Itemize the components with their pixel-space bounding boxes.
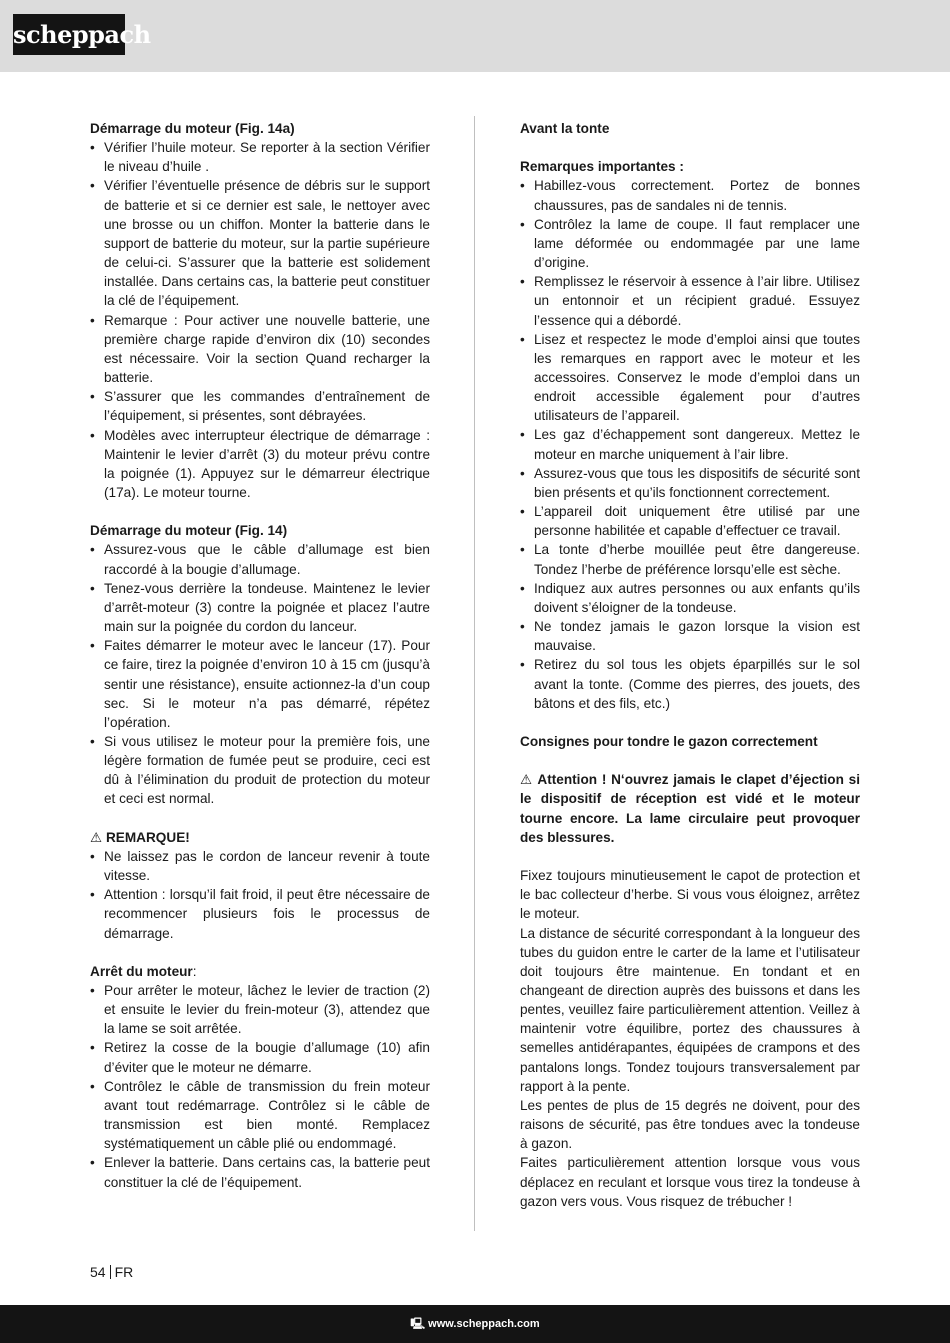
section-title-mowing-instructions: Consignes pour tondre le gazon correctement [520,733,818,749]
list-item: • Retirez du sol tous les objets éparpillés sur le sol avant la tonte. (Comme des pierres, des jouets, des bâtons et des fils, etc.) [520,657,860,711]
list-item: • Indiquez aux autres personnes ou aux enfants qu’ils doivent s’éloigner de la tondeuse. [520,580,860,615]
section-title-important-notes: Remarques importantes : [520,159,684,175]
section-title-remarque: ⚠ REMARQUE! [90,829,190,845]
list-item: • Assurez-vous que tous les dispositifs de sécurité sont bien présents et qu’ils fonctionnent correctement. [520,465,860,500]
list-item: • L’appareil doit uniquement être utilisé par une personne habilitée et capable d’effectuer ce travail. [520,504,860,539]
list-item: • Contrôlez la lame de coupe. Il faut remplacer une lame déformée ou endommagée par une lame d’origine. [520,216,860,271]
paragraph: La distance de sécurité correspondant à la longueur des tubes du guidon entre le carter de la lame et l’utilisateur doit toujours être maintenue. En tondant et en changeant de direction auprès des buissons et dans les pentes, veuillez faire particulièrement attention. Veillez à maintenir votre équilibre, portez des chaussures à semelles antidérapantes, équipées de crampons et des pantalons longs. Tondez toujours transversalement par rapport à la pente. [520,925,860,1094]
list-item: • Retirez la cosse de la bougie d’allumage (10) afin d’éviter que le moteur ne démarre. [90,1040,430,1075]
paragraph: Les pentes de plus de 15 degrés ne doivent, pour des raisons de sécurité, pas être tondues avec la tondeuse à gazon. [520,1097,860,1152]
page-header [0,0,950,72]
website-link[interactable]: www.scheppach.com [428,1318,540,1330]
section-title-stop: Arrêt du moteur: [90,963,197,979]
important-notes-list [520,176,860,712]
page-number: 54 [90,1264,106,1280]
list-item: • La tonte d’herbe mouillée peut être dangereuse. Tondez l’herbe de préférence lorsqu’elle est sèche. [520,542,860,577]
list-item: • Modèles avec interrupteur électrique de démarrage : Maintenir le levier d’arrêt (3) du moteur prévu contre la poignée (1). Appuyez sur le démarreur électrique (17a). Le moteur tourne. [90,427,430,500]
start-14a-list [90,138,430,502]
paragraph: Faites particulièrement attention lorsque vous vous déplacez en reculant et lorsque vous tirez la tondeuse à gazon vers vous. Vous risquez de trébucher ! [520,1155,860,1209]
list-item: • Vérifier l’éventuelle présence de débris sur le support de batterie et si ce dernier est sale, le nettoyer avec une brosse ou un chiffon. Monter la batterie dans le support de batterie du moteur, sur la partie supérieure de celui-ci. S’assurer que la batterie est solidement installée. Dans certains cas, la batterie peut constituer la clé de l’équipement. [90,178,430,309]
list-item: • S’assurer que les commandes d’entraînement de l’équipement, si présentes, sont débrayées. [90,389,430,424]
section-title-start-14: Démarrage du moteur (Fig. 14) [90,523,288,539]
stop-list [90,981,430,1192]
list-item: • Ne tondez jamais le gazon lorsque la vision est mauvaise. [520,619,860,654]
list-item: • Attention : lorsqu’il fait froid, il peut être nécessaire de recommencer plusieurs fois le processus de démarrage. [90,887,430,941]
brand-logo: scheppach [13,14,125,55]
warning-icon: ⚠ [520,772,534,788]
list-item: • Les gaz d’échappement sont dangereux. Mettez le moteur en marche uniquement à l’air libre. [520,427,860,462]
remarque-list [90,847,430,943]
language-code: FR [114,1264,134,1280]
page-footer [90,1264,133,1280]
list-item: • Tenez-vous derrière la tondeuse. Maintenez le levier d’arrêt-moteur (3) contre la poignée et placez l’autre main sur la poignée du cordon du lanceur. [90,580,430,635]
section-title-start-14a: Démarrage du moteur (Fig. 14a) [90,121,295,136]
list-item: • Assurez-vous que le câble d’allumage est bien raccordé à la bougie d’allumage. [90,542,430,577]
warning-icon: ⚠ [90,829,103,845]
list-item: • Faites démarrer le moteur avec le lanceur (17). Pour ce faire, tirez la poignée d’environ 10 à 15 cm (jusqu’à sentir une résistance), ensuite actionnez-la d’un coup sec. Si le moteur n’a pas démarré, répétez l’opération. [90,638,430,730]
list-item: • Lisez et respectez le mode d’emploi ainsi que toutes les remarques en rapport avec le moteur et les accessoires. Conservez le mode d’emploi dans un endroit accessible également pour d’autres utilisateurs de l’appareil. [520,331,860,424]
paragraph: Fixez toujours minutieusement le capot de protection et le bac collecteur d’herbe. Si vous vous éloignez, arrêtez le moteur. [520,868,860,922]
list-item: • Remplissez le réservoir à essence à l’air libre. Utilisez un entonnoir et un récipient gradué. Essuyez l’essence qui a débordé. [520,274,860,328]
warning-paragraph: ⚠ Attention ! N‘ouvrez jamais le clapet d’éjection si le dispositif de réception est vidé et le moteur tourne encore. La lame circulaire peut provoquer des blessures. [520,772,861,845]
list-item: • Ne laissez pas le cordon de lanceur revenir à toute vitesse. [90,848,430,884]
column-divider [474,116,475,1231]
list-item: • Enlever la batterie. Dans certains cas, la batterie peut constituer la clé de l’équipement. [90,1155,430,1190]
left-column [90,119,430,1192]
list-item: • Pour arrêter le moteur, lâchez le levier de traction (2) et ensuite le levier du frein-moteur (3), attendez que la lame se soit arrêtée. [90,982,430,1037]
list-item: • Contrôlez le câble de transmission du frein moteur avant tout redémarrage. Contrôlez si le câble de transmission est bien monté. Remplacez systématiquement un câble plié ou endommagé. [90,1078,430,1152]
right-column [520,119,860,1211]
section-title-before-mowing: Avant la tonte [520,121,610,136]
list-item: • Si vous utilisez le moteur pour la première fois, une légère formation de fumée peut se produire, ceci est dû à l’élimination du produit de protection du moteur et ceci est normal. [90,733,430,807]
start-14-list [90,540,430,808]
list-item: • Habillez-vous correctement. Portez de bonnes chaussures, pas de sandales ni de tennis. [520,178,860,213]
list-item: • Vérifier l’huile moteur. Se reporter à la section Vérifier le niveau d’huile . [90,140,430,175]
list-item: • Remarque : Pour activer une nouvelle batterie, une première charge rapide d’environ dix (10) secondes est nécessaire. Voir la section Quand recharger la batterie. [90,312,430,386]
monitor-icon: 🖳 [410,1318,426,1330]
bottom-bar [0,1305,950,1343]
